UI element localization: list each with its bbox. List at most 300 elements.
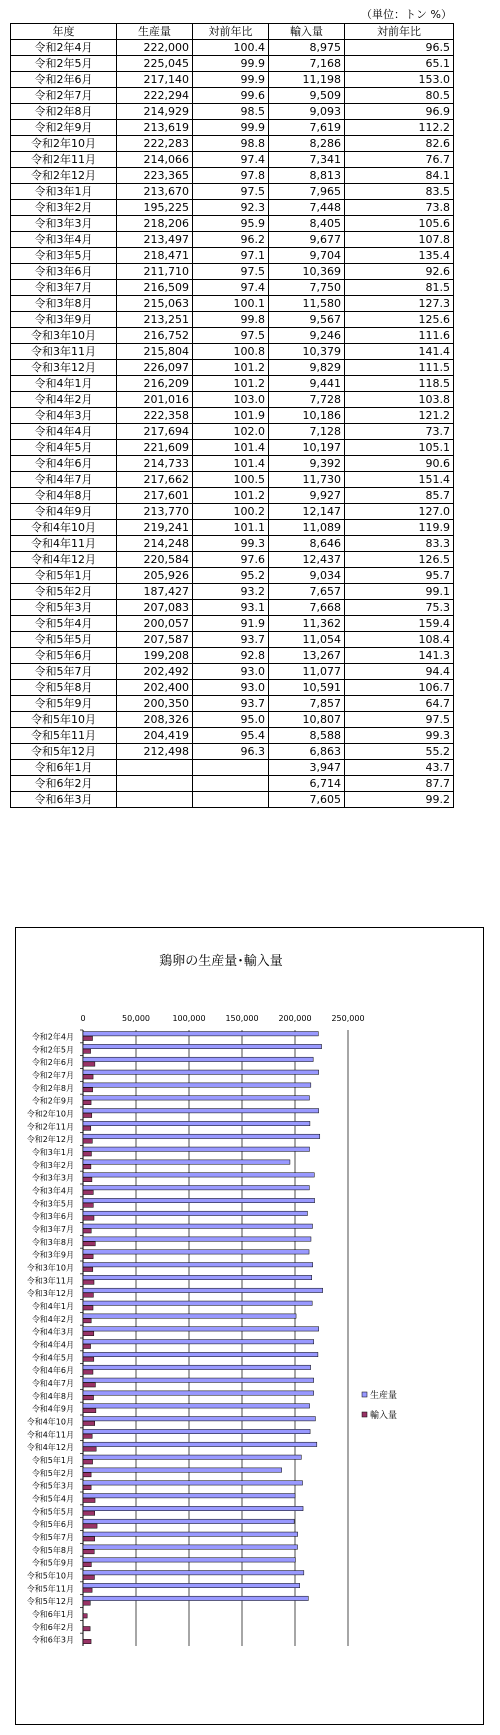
bar-production [83,1314,296,1318]
cell-imports: 8,975 [269,40,345,56]
bar-production [83,1429,310,1433]
cell-imports: 9,509 [269,88,345,104]
category-label: 令和3年6月 [31,1212,74,1222]
category-label: 令和4年9月 [31,1404,74,1414]
bar-imports [83,1472,91,1476]
cell-imports: 11,580 [269,296,345,312]
cell-imports: 10,379 [269,344,345,360]
cell-production: 213,497 [117,232,193,248]
table-row [11,360,454,376]
bar-imports [83,1177,92,1181]
bar-production [83,1468,282,1472]
cell-production: 225,045 [117,56,193,72]
cell-imports-yoy: 96.9 [345,104,454,120]
cell-imports: 11,089 [269,520,345,536]
table-row [11,440,454,456]
bar-production [83,1583,300,1587]
cell-production-yoy: 101.2 [193,376,269,392]
cell-imports: 6,863 [269,744,345,760]
table-row [11,664,454,680]
cell-production: 217,662 [117,472,193,488]
cell-imports: 3,947 [269,760,345,776]
category-label: 令和5年1月 [31,1455,74,1465]
bar-imports [83,1408,96,1412]
cell-imports: 7,168 [269,56,345,72]
cell-imports-yoy: 65.1 [345,56,454,72]
cell-period: 令和4年12月 [11,552,117,568]
category-label: 令和3年11月 [26,1276,74,1286]
cell-period: 令和3年3月 [11,216,117,232]
cell-production: 213,619 [117,120,193,136]
cell-production-yoy: 99.3 [193,536,269,552]
table-row [11,104,454,120]
cell-production-yoy: 99.9 [193,72,269,88]
cell-production-yoy: 93.2 [193,584,269,600]
bar-production [83,1506,303,1510]
cell-production: 219,241 [117,520,193,536]
cell-imports-yoy: 73.7 [345,424,454,440]
chart-container [15,927,484,1725]
cell-imports: 9,927 [269,488,345,504]
cell-period: 令和3年1月 [11,184,117,200]
bar-imports [83,1280,94,1284]
cell-period: 令和5年7月 [11,664,117,680]
category-label: 令和3年7月 [31,1224,74,1234]
category-label: 令和5年11月 [26,1584,74,1594]
cell-production-yoy: 96.3 [193,744,269,760]
table-row [11,728,454,744]
table-row [11,696,454,712]
cell-production-yoy: 100.5 [193,472,269,488]
cell-imports: 10,369 [269,264,345,280]
bar-imports [83,1229,91,1233]
bar-production [83,1121,310,1125]
cell-production-yoy: 103.0 [193,392,269,408]
cell-period: 令和4年5月 [11,440,117,456]
category-label: 令和4年1月 [31,1301,74,1311]
cell-period: 令和5年8月 [11,680,117,696]
bar-imports [83,1370,93,1374]
bar-imports [83,1395,94,1399]
cell-production-yoy: 97.5 [193,264,269,280]
cell-period: 令和6年3月 [11,792,117,808]
category-label: 令和2年5月 [31,1045,74,1055]
category-label: 令和4年10月 [26,1417,74,1427]
header-production: 生産量 [117,24,193,40]
cell-production: 215,063 [117,296,193,312]
table-row [11,312,454,328]
bar-imports [83,1421,95,1425]
cell-production-yoy [193,760,269,776]
cell-production-yoy: 97.4 [193,152,269,168]
cell-production-yoy: 99.9 [193,56,269,72]
cell-period: 令和3年8月 [11,296,117,312]
bar-production [83,1288,323,1292]
cell-production-yoy: 99.8 [193,312,269,328]
cell-imports: 10,197 [269,440,345,456]
cell-production-yoy: 93.1 [193,600,269,616]
bar-imports [83,1498,95,1502]
cell-period: 令和2年4月 [11,40,117,56]
cell-imports-yoy: 83.5 [345,184,454,200]
cell-imports: 7,605 [269,792,345,808]
table-row [11,648,454,664]
category-label: 令和5年6月 [31,1520,74,1530]
category-label: 令和5年12月 [26,1597,74,1607]
cell-production-yoy: 97.4 [193,280,269,296]
bar-imports [83,1164,91,1168]
cell-production: 202,492 [117,664,193,680]
cell-imports-yoy: 103.8 [345,392,454,408]
cell-imports: 12,437 [269,552,345,568]
bar-production [83,1455,301,1459]
cell-production-yoy: 101.4 [193,440,269,456]
bar-imports [83,1036,93,1040]
cell-imports: 10,186 [269,408,345,424]
cell-imports-yoy: 119.9 [345,520,454,536]
cell-production: 226,097 [117,360,193,376]
bar-production [83,1250,309,1254]
cell-imports: 9,093 [269,104,345,120]
bar-imports [83,1241,95,1245]
cell-production-yoy: 92.8 [193,648,269,664]
cell-period: 令和4年2月 [11,392,117,408]
cell-period: 令和3年11月 [11,344,117,360]
cell-production-yoy: 97.5 [193,328,269,344]
cell-production-yoy: 97.8 [193,168,269,184]
category-label: 令和2年7月 [31,1070,74,1080]
table-row [11,552,454,568]
table-row [11,600,454,616]
bar-production [83,1275,312,1279]
cell-imports-yoy: 73.8 [345,200,454,216]
cell-imports-yoy: 126.5 [345,552,454,568]
cell-period: 令和5年6月 [11,648,117,664]
table-row [11,456,454,472]
cell-production: 187,427 [117,584,193,600]
cell-period: 令和4年9月 [11,504,117,520]
cell-production-yoy: 99.9 [193,120,269,136]
cell-imports: 8,405 [269,216,345,232]
bar-production [83,1417,315,1421]
table-row [11,328,454,344]
cell-imports: 9,246 [269,328,345,344]
cell-imports: 9,704 [269,248,345,264]
cell-production: 217,694 [117,424,193,440]
data-table [10,23,454,808]
cell-period: 令和4年4月 [11,424,117,440]
table-row [11,536,454,552]
cell-period: 令和5年4月 [11,616,117,632]
cell-production-yoy: 97.5 [193,184,269,200]
cell-period: 令和5年10月 [11,712,117,728]
cell-imports: 7,857 [269,696,345,712]
table-row [11,168,454,184]
bar-imports [83,1190,93,1194]
table-row [11,40,454,56]
cell-imports: 9,441 [269,376,345,392]
bar-production [83,1198,315,1202]
bar-imports [83,1203,93,1207]
cell-period: 令和3年5月 [11,248,117,264]
cell-imports-yoy: 127.3 [345,296,454,312]
cell-imports-yoy: 105.6 [345,216,454,232]
bar-production [83,1596,308,1600]
cell-production-yoy: 93.7 [193,632,269,648]
cell-production: 214,929 [117,104,193,120]
cell-production: 207,587 [117,632,193,648]
bar-production [83,1032,318,1036]
bar-imports [83,1344,91,1348]
table-row [11,712,454,728]
cell-imports-yoy: 81.5 [345,280,454,296]
cell-production: 215,804 [117,344,193,360]
category-label: 令和4年3月 [31,1327,74,1337]
cell-imports: 6,714 [269,776,345,792]
cell-imports-yoy: 94.4 [345,664,454,680]
cell-production-yoy: 99.6 [193,88,269,104]
cell-production-yoy: 101.1 [193,520,269,536]
cell-imports: 12,147 [269,504,345,520]
table-row [11,56,454,72]
category-label: 令和4年7月 [31,1378,74,1388]
cell-period: 令和5年3月 [11,600,117,616]
cell-period: 令和5年9月 [11,696,117,712]
cell-production [117,792,193,808]
category-label: 令和5年7月 [31,1532,74,1542]
bar-imports [83,1267,93,1271]
cell-imports-yoy: 97.5 [345,712,454,728]
category-label: 令和4年4月 [31,1340,74,1350]
bar-imports [83,1434,92,1438]
bar-imports [83,1126,91,1130]
category-label: 令和2年11月 [26,1122,74,1132]
cell-production-yoy: 93.0 [193,680,269,696]
bar-imports [83,1100,91,1104]
category-label: 令和4年6月 [31,1366,74,1376]
cell-production: 216,509 [117,280,193,296]
cell-production-yoy: 95.0 [193,712,269,728]
cell-period: 令和3年12月 [11,360,117,376]
cell-imports-yoy: 107.8 [345,232,454,248]
cell-imports: 7,965 [269,184,345,200]
cell-production: 217,601 [117,488,193,504]
unit-note: （単位：トン %） [361,8,452,21]
bar-production [83,1263,313,1267]
table-row [11,616,454,632]
cell-period: 令和5年2月 [11,584,117,600]
category-label: 令和2年9月 [31,1096,74,1106]
cell-period: 令和5年1月 [11,568,117,584]
bar-production [83,1378,314,1382]
table-row [11,488,454,504]
cell-imports-yoy: 111.6 [345,328,454,344]
cell-production-yoy: 96.2 [193,232,269,248]
cell-imports: 13,267 [269,648,345,664]
cell-period: 令和5年12月 [11,744,117,760]
bar-production [83,1494,295,1498]
cell-period: 令和6年2月 [11,776,117,792]
cell-production: 211,710 [117,264,193,280]
cell-production-yoy: 93.7 [193,696,269,712]
table-row [11,568,454,584]
bar-imports [83,1306,93,1310]
cell-period: 令和6年1月 [11,760,117,776]
category-label: 令和4年8月 [31,1391,74,1401]
header-production-yoy: 対前年比 [193,24,269,40]
cell-imports-yoy: 153.0 [345,72,454,88]
table-row [11,216,454,232]
category-label: 令和3年2月 [31,1160,74,1170]
cell-imports: 7,657 [269,584,345,600]
cell-imports-yoy: 125.6 [345,312,454,328]
cell-production: 223,365 [117,168,193,184]
cell-production: 207,083 [117,600,193,616]
cell-production-yoy: 98.8 [193,136,269,152]
cell-production: 214,248 [117,536,193,552]
cell-period: 令和5年11月 [11,728,117,744]
bar-imports [83,1626,90,1630]
bar-production [83,1109,319,1113]
x-tick-label: 0 [80,1014,86,1023]
x-tick-label: 50,000 [122,1014,150,1023]
cell-production: 214,066 [117,152,193,168]
bar-imports [83,1460,93,1464]
cell-period: 令和3年6月 [11,264,117,280]
cell-imports: 11,054 [269,632,345,648]
table-row [11,504,454,520]
x-tick-label: 150,000 [225,1014,259,1023]
cell-production: 200,057 [117,616,193,632]
cell-imports: 10,807 [269,712,345,728]
cell-period: 令和3年2月 [11,200,117,216]
category-label: 令和4年5月 [31,1353,74,1363]
bar-production [83,1481,303,1485]
cell-imports-yoy: 85.7 [345,488,454,504]
cell-imports-yoy: 95.7 [345,568,454,584]
cell-production: 222,283 [117,136,193,152]
cell-production: 200,350 [117,696,193,712]
cell-imports: 8,286 [269,136,345,152]
table-row [11,136,454,152]
bar-imports [83,1601,90,1605]
cell-production: 195,225 [117,200,193,216]
header-period: 年度 [11,24,117,40]
cell-production: 199,208 [117,648,193,664]
cell-imports-yoy: 84.1 [345,168,454,184]
cell-period: 令和3年9月 [11,312,117,328]
cell-imports-yoy: 99.3 [345,728,454,744]
category-label: 令和4年12月 [26,1443,74,1453]
cell-imports: 7,668 [269,600,345,616]
category-label: 令和5年10月 [26,1571,74,1581]
bar-imports [83,1447,96,1451]
cell-period: 令和4年8月 [11,488,117,504]
cell-imports-yoy: 64.7 [345,696,454,712]
bar-production [83,1044,322,1048]
bar-production [83,1365,311,1369]
header-imports-yoy: 対前年比 [345,24,454,40]
cell-production: 205,926 [117,568,193,584]
category-label: 令和2年6月 [31,1058,74,1068]
cell-imports: 9,829 [269,360,345,376]
cell-period: 令和2年8月 [11,104,117,120]
cell-imports: 11,077 [269,664,345,680]
cell-period: 令和2年12月 [11,168,117,184]
table-row [11,152,454,168]
cell-period: 令和3年4月 [11,232,117,248]
cell-period: 令和3年10月 [11,328,117,344]
cell-production: 217,140 [117,72,193,88]
cell-production: 201,016 [117,392,193,408]
category-label: 令和3年9月 [31,1250,74,1260]
category-label: 令和3年3月 [31,1173,74,1183]
cell-imports-yoy: 99.1 [345,584,454,600]
cell-production: 214,733 [117,456,193,472]
cell-imports: 7,619 [269,120,345,136]
bar-imports [83,1383,95,1387]
cell-production-yoy: 101.2 [193,488,269,504]
cell-imports-yoy: 141.4 [345,344,454,360]
table-row [11,792,454,808]
legend-swatch [362,1412,367,1417]
cell-imports-yoy: 80.5 [345,88,454,104]
cell-period: 令和4年10月 [11,520,117,536]
cell-production: 218,206 [117,216,193,232]
cell-production: 222,294 [117,88,193,104]
bar-production [83,1532,298,1536]
cell-imports-yoy: 55.2 [345,744,454,760]
table-row [11,344,454,360]
table-row [11,520,454,536]
cell-production-yoy: 101.9 [193,408,269,424]
category-label: 令和2年10月 [26,1109,74,1119]
category-label: 令和4年11月 [26,1430,74,1440]
table-row [11,408,454,424]
category-label: 令和3年8月 [31,1237,74,1247]
cell-period: 令和2年6月 [11,72,117,88]
bar-imports [83,1549,94,1553]
bar-production [83,1160,290,1164]
cell-imports-yoy: 108.4 [345,632,454,648]
cell-imports-yoy: 99.2 [345,792,454,808]
cell-period: 令和4年1月 [11,376,117,392]
legend-label: 輸入量 [370,1411,398,1421]
cell-imports: 9,034 [269,568,345,584]
bar-imports [83,1318,91,1322]
bar-production [83,1211,307,1215]
cell-imports: 9,392 [269,456,345,472]
cell-production: 220,584 [117,552,193,568]
cell-period: 令和2年9月 [11,120,117,136]
cell-production-yoy: 97.6 [193,552,269,568]
category-label: 令和3年1月 [31,1147,74,1157]
header-imports: 輸入量 [269,24,345,40]
cell-imports: 10,591 [269,680,345,696]
x-tick-label: 250,000 [331,1014,365,1023]
category-label: 令和3年4月 [31,1186,74,1196]
cell-production-yoy: 102.0 [193,424,269,440]
cell-imports-yoy: 96.5 [345,40,454,56]
bar-production [83,1340,314,1344]
cell-imports: 8,646 [269,536,345,552]
cell-imports-yoy: 105.1 [345,440,454,456]
bar-production [83,1545,298,1549]
table-row [11,296,454,312]
category-label: 令和2年12月 [26,1135,74,1145]
bar-production [83,1083,311,1087]
cell-period: 令和4年11月 [11,536,117,552]
